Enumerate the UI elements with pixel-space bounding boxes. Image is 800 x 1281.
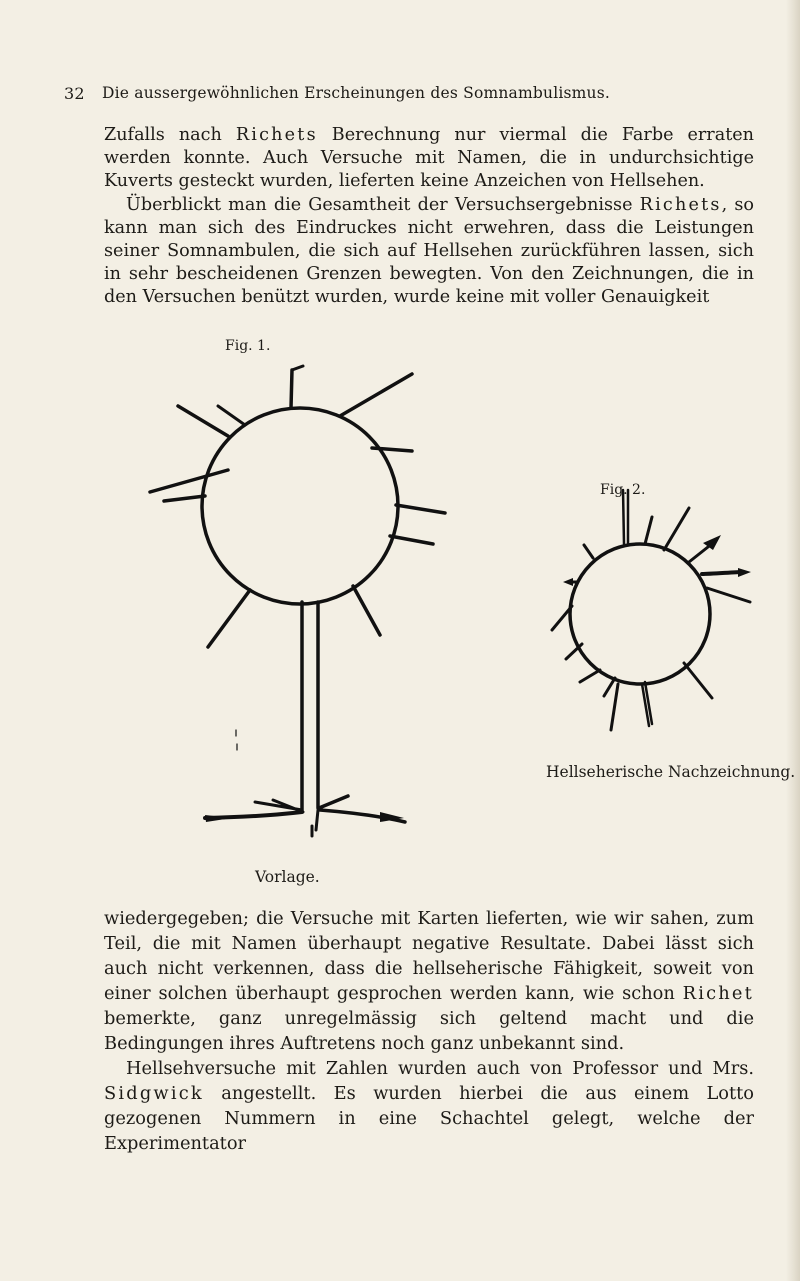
page-number: 32 <box>64 84 85 103</box>
text-span: bemerkte, ganz unregelmässig sich geltend macht und die Bedingungen ihres Auftretens noch ganz unbekannt sind. <box>104 1008 754 1054</box>
fig1-ray-lower <box>208 586 380 647</box>
fig2-ray <box>584 545 593 558</box>
text-span: , so kann man sich des Eindruckes nicht erwehren, dass die Leistungen seiner Somnambulen, die sich auf Hellsehen zurückführen lassen, sich in sehr bescheidenen Grenzen bewegten. Von den Zeichnungen, die in den Versuchen benützt wurden, wurde keine mit voller Genauigkeit <box>104 194 755 308</box>
fig2-ray <box>645 517 652 544</box>
fig1-label: Fig. 1. <box>225 338 271 354</box>
author-name-richet: Richets <box>639 194 722 215</box>
fig1-ray-right-upper <box>372 448 412 451</box>
fig1-ray-upper <box>178 374 412 436</box>
fig1-ray-right-lower <box>390 536 433 544</box>
fig2-ray-bottom-right <box>642 682 652 726</box>
fig2-label: Fig. 2. <box>600 482 646 498</box>
author-name-richet: Richet <box>682 983 754 1004</box>
running-head <box>0 84 800 106</box>
text-span: Zufalls nach <box>104 125 236 145</box>
fig2-ray <box>664 508 689 550</box>
fig1-ray-left-upper <box>150 470 228 492</box>
fig1-ray-inner <box>218 406 245 425</box>
paragraph-bottom-second <box>104 1056 754 1156</box>
fig2-ray-bottom <box>611 684 618 730</box>
fig2-arrowhead <box>738 568 751 577</box>
fig2-circle <box>570 544 710 684</box>
paragraph-top-second <box>104 194 754 310</box>
fig2-arrowhead <box>563 578 573 586</box>
fig2-ray-top <box>623 490 628 544</box>
author-name-richet: Richets <box>235 125 318 145</box>
paragraph-bottom-first <box>104 906 754 1056</box>
fig1-circle <box>202 408 398 604</box>
paragraph-bottom <box>104 906 754 1156</box>
fig1-root-tip <box>316 810 318 830</box>
fig1-ray-right <box>396 505 445 513</box>
paragraph-top <box>104 124 754 310</box>
text-span: angestellt. Es wurden hierbei die aus einem Lotto gezogenen Nummern in eine Schachtel gelegt, welche der Experimentator <box>104 1083 754 1154</box>
text-span: Überblickt man die Gesamtheit der Versuchsergebnisse <box>126 194 640 215</box>
fig1-caption: Vorlage. <box>255 868 320 886</box>
fig2-ray-lower-left <box>580 670 615 696</box>
text-span: Berechnung nur viermal die Farbe erraten werden konnte. Auch Versuche mit Namen, die in undurchsichtige Kuverts gesteckt wurden, lieferten keine Anzeichen von Hellsehen. <box>104 125 755 192</box>
fig1-vorlage-drawing <box>150 366 445 836</box>
fig1-root-left-branch <box>255 800 303 812</box>
text-span: Hellsehversuche mit Zahlen wurden auch von Professor und Mrs. <box>126 1058 754 1079</box>
text-span: wiedergegeben; die Versuche mit Karten lieferten, wie wir sahen, zum Teil, die mit Namen überhaupt negative Resultate. Dabei lässt sich auch nicht verkennen, dass die hellseherische Fähigkeit, soweit von einer solchen überhaupt gesprochen werden kann, wie schon <box>104 908 754 1004</box>
figure-area <box>0 330 800 900</box>
fig1-ray-left <box>164 496 205 501</box>
fig2-nachzeichnung-drawing <box>552 490 750 730</box>
fig1-speck <box>236 730 237 750</box>
fig2-ray-right <box>702 572 743 574</box>
fig2-ray-right-lower <box>707 588 750 602</box>
fig2-ray-lower-right <box>684 663 712 698</box>
running-title: Die aussergewöhnlichen Erscheinungen des Somnambulismus. <box>102 84 611 102</box>
author-name-sidgwick: Sidgwick <box>104 1083 204 1104</box>
fig1-ray-tick <box>292 366 303 370</box>
figure-drawings <box>0 330 800 900</box>
paragraph-top-text <box>104 124 754 194</box>
fig1-stem <box>302 602 318 812</box>
fig2-caption: Hellseherische Nachzeichnung. <box>546 763 796 781</box>
fig1-ray <box>291 370 292 408</box>
